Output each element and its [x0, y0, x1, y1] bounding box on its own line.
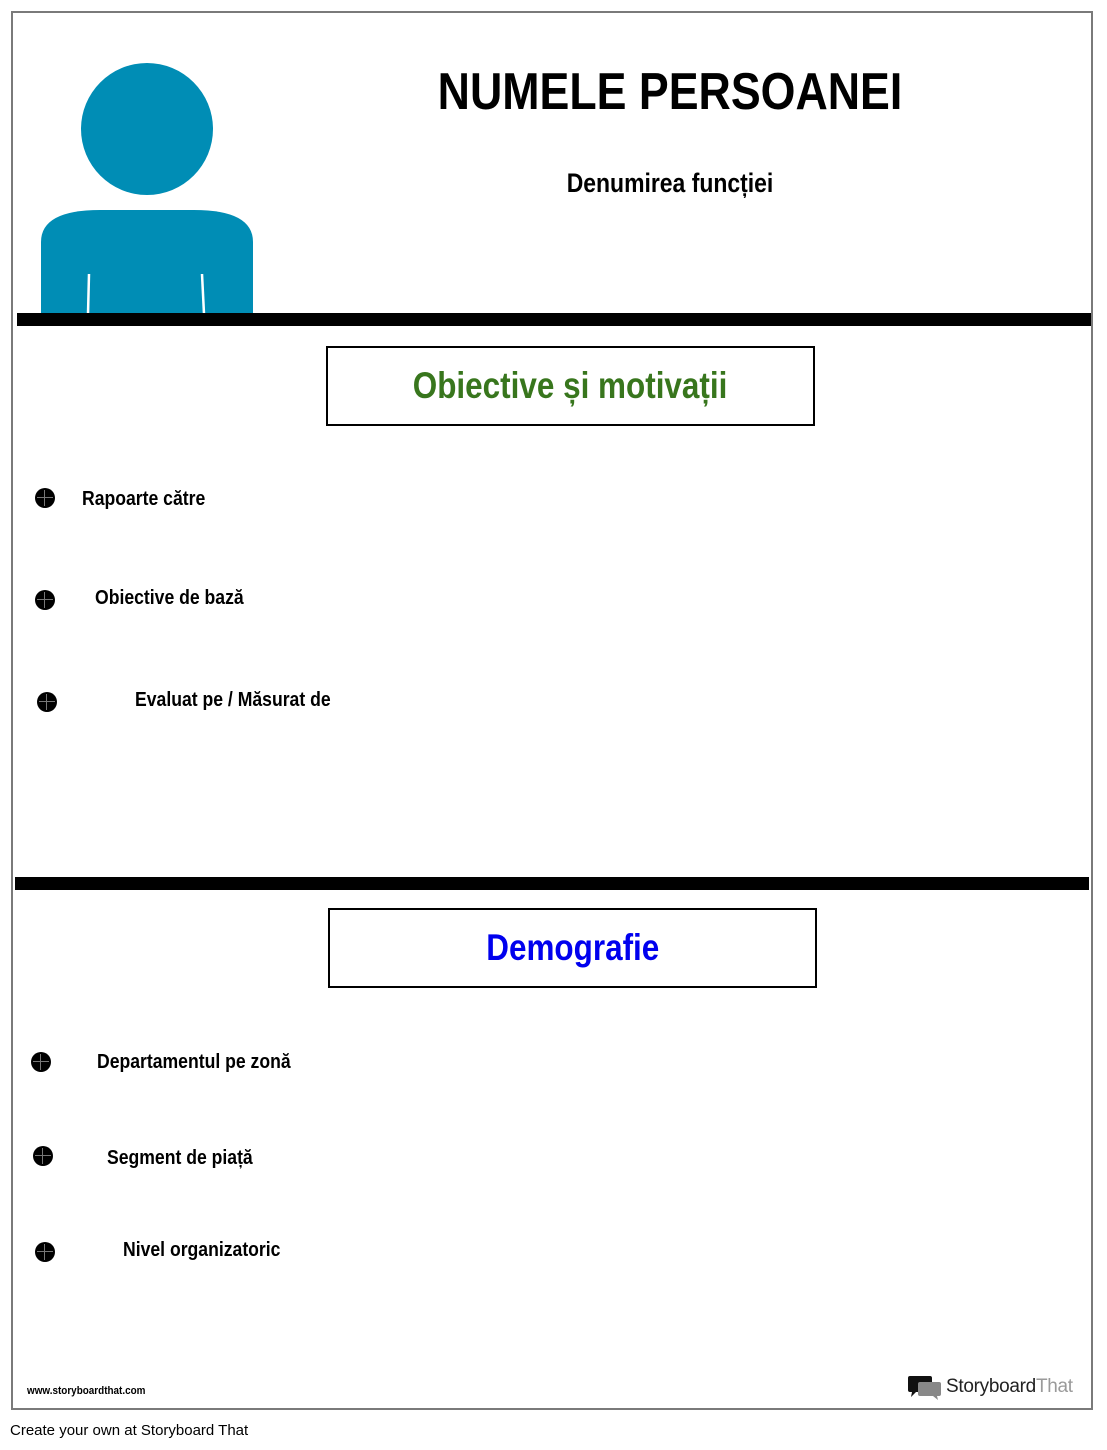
bullet-icon	[31, 1052, 51, 1072]
bullet-icon	[35, 1242, 55, 1262]
goals-item-reports-to: Rapoarte către	[82, 488, 206, 510]
bullet-icon	[33, 1146, 53, 1166]
brand-primary: Storyboard	[946, 1376, 1036, 1397]
job-title: Denumirea funcției	[566, 168, 774, 198]
person-avatar-icon	[40, 62, 254, 314]
demographics-item-org-level: Nivel organizatoric	[123, 1239, 281, 1261]
demographics-section-header	[328, 908, 817, 988]
section-divider	[15, 877, 1089, 890]
storyboardthat-logo	[908, 1372, 1073, 1402]
footer-url: www.storyboardthat.com	[27, 1385, 146, 1397]
goals-section-title: Obiective și motivații	[413, 365, 728, 406]
section-divider	[17, 313, 1091, 326]
speech-bubbles-icon	[908, 1374, 942, 1400]
goals-item-core-goals: Obiective de bază	[95, 587, 244, 609]
goals-section-header	[326, 346, 815, 426]
demographics-item-market-segment: Segment de piață	[107, 1147, 253, 1169]
bullet-icon	[35, 590, 55, 610]
goals-item-measured-by: Evaluat pe / Măsurat de	[135, 689, 331, 711]
demographics-item-department: Departamentul pe zonă	[97, 1051, 291, 1073]
person-name: NUMELE PERSOANEI	[437, 63, 903, 121]
bullet-icon	[37, 692, 57, 712]
brand-secondary: That	[1035, 1376, 1073, 1397]
demographics-section-title: Demografie	[485, 927, 660, 968]
create-your-own-caption[interactable]: Create your own at Storyboard That	[10, 1422, 249, 1439]
bullet-icon	[35, 488, 55, 508]
